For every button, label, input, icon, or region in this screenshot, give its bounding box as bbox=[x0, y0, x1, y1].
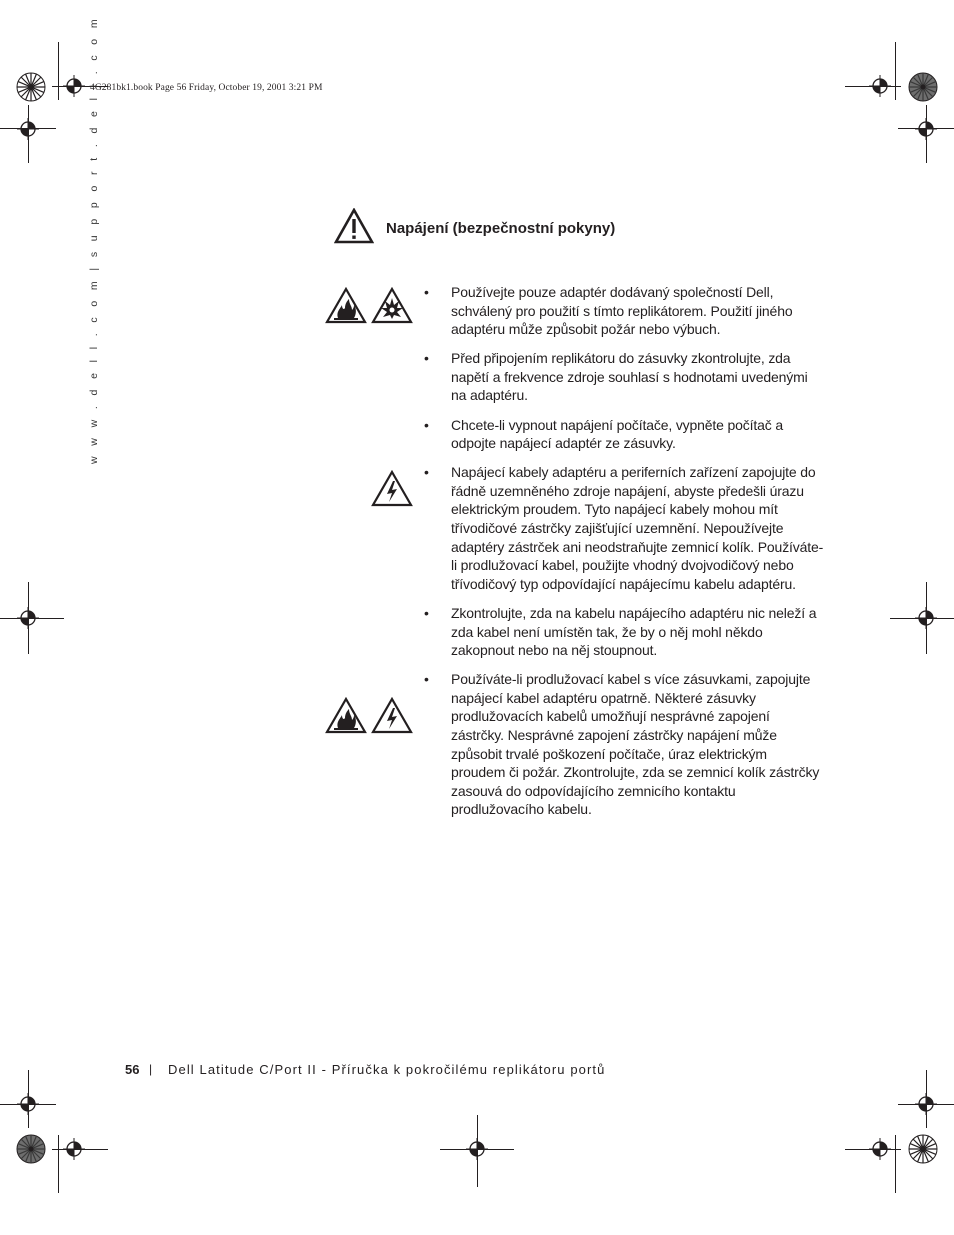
safety-bullet-list bbox=[424, 283, 824, 829]
starburst-registration-icon bbox=[908, 72, 938, 102]
print-stamp: 4G281bk1.book Page 56 Friday, October 19, 2001 3:21 PM bbox=[90, 83, 323, 93]
registration-target-icon bbox=[869, 75, 891, 97]
list-item: • Před připojením replikátoru do zásuvky zkontrolujte, zda napětí a frekvence zdroje souhlasí s hodnotami uvedenými na adaptéru. bbox=[424, 349, 824, 405]
electric-shock-icon bbox=[371, 470, 413, 511]
footer-title: Dell Latitude C/Port II - Příručka k pokročilému replikátoru portů bbox=[168, 1062, 606, 1077]
page-number: 56 bbox=[125, 1062, 140, 1077]
registration-target-icon bbox=[17, 1093, 39, 1115]
registration-target-icon bbox=[17, 118, 39, 140]
registration-target-icon bbox=[915, 118, 937, 140]
crop-line bbox=[58, 42, 59, 100]
list-item: • Zkontrolujte, zda na kabelu napájecího adaptéru nic neleží a zda kabel není umístěn tak, že by o něj mohl někdo zakopnout nebo na něj stoupnout. bbox=[424, 604, 824, 660]
caution-triangle-icon bbox=[334, 208, 374, 248]
list-item: • Chcete-li vypnout napájení počítače, vypněte počítač a odpojte napájecí adaptér ze zásuvky. bbox=[424, 416, 824, 453]
registration-target-icon bbox=[17, 607, 39, 629]
registration-target-icon bbox=[466, 1138, 488, 1160]
footer-separator: | bbox=[149, 1062, 153, 1076]
registration-target-icon bbox=[869, 1138, 891, 1160]
registration-target-icon bbox=[63, 1138, 85, 1160]
explosion-hazard-icon bbox=[371, 287, 413, 328]
fire-hazard-icon bbox=[325, 697, 367, 738]
side-url-text: w w w . d e l l . c o m | s u p p o r t . d e l l . c o m bbox=[88, 15, 100, 464]
crop-line bbox=[895, 1135, 896, 1193]
fire-hazard-icon bbox=[325, 287, 367, 328]
electric-shock-icon bbox=[371, 697, 413, 738]
registration-target-icon bbox=[915, 607, 937, 629]
starburst-registration-icon bbox=[16, 72, 46, 102]
starburst-registration-icon bbox=[908, 1134, 938, 1164]
crop-line bbox=[58, 1135, 59, 1193]
list-item: • Používejte pouze adaptér dodávaný společností Dell, schválený pro použití s tímto replikátorem. Použití jiného adaptéru může způsobit požár nebo výbuch. bbox=[424, 283, 824, 339]
list-item: • Používáte-li prodlužovací kabel s více zásuvkami, zapojujte napájecí kabel adaptéru opatrně. Některé zásuvky prodlužovacích kabelů umožňují nesprávné zapojení zástrčky. Nesprávné zapojení zástrčky napájení může způsobit trvalé poškození počítače, úraz elektrickým proudem či požár. Zkontrolujte, zda se zemnicí kolík zástrčky zasouvá do odpovídajícího zemnicího kontaktu prodlužovacího kabelu. bbox=[424, 670, 824, 819]
list-item: • Napájecí kabely adaptéru a periferních zařízení zapojujte do řádně uzemněného zdroje napájení, abyste předešli úrazu elektrickým proudem. Tyto napájecí kabely mohou mít třívodičové zástrčky zajišťující uzemnění. Nepoužívejte adaptéry zástrček ani neodstraňujte zemnicí kolík. Používáte-li prodlužovací kabel, použijte vhodný dvojvodičový nebo třívodičový typ odpovídající napájecímu kabelu adaptéru. bbox=[424, 463, 824, 593]
registration-target-icon bbox=[915, 1093, 937, 1115]
page-heading: Napájení (bezpečnostní pokyny) bbox=[386, 220, 616, 237]
starburst-registration-icon bbox=[16, 1134, 46, 1164]
crop-line bbox=[895, 42, 896, 100]
registration-target-icon bbox=[63, 75, 85, 97]
